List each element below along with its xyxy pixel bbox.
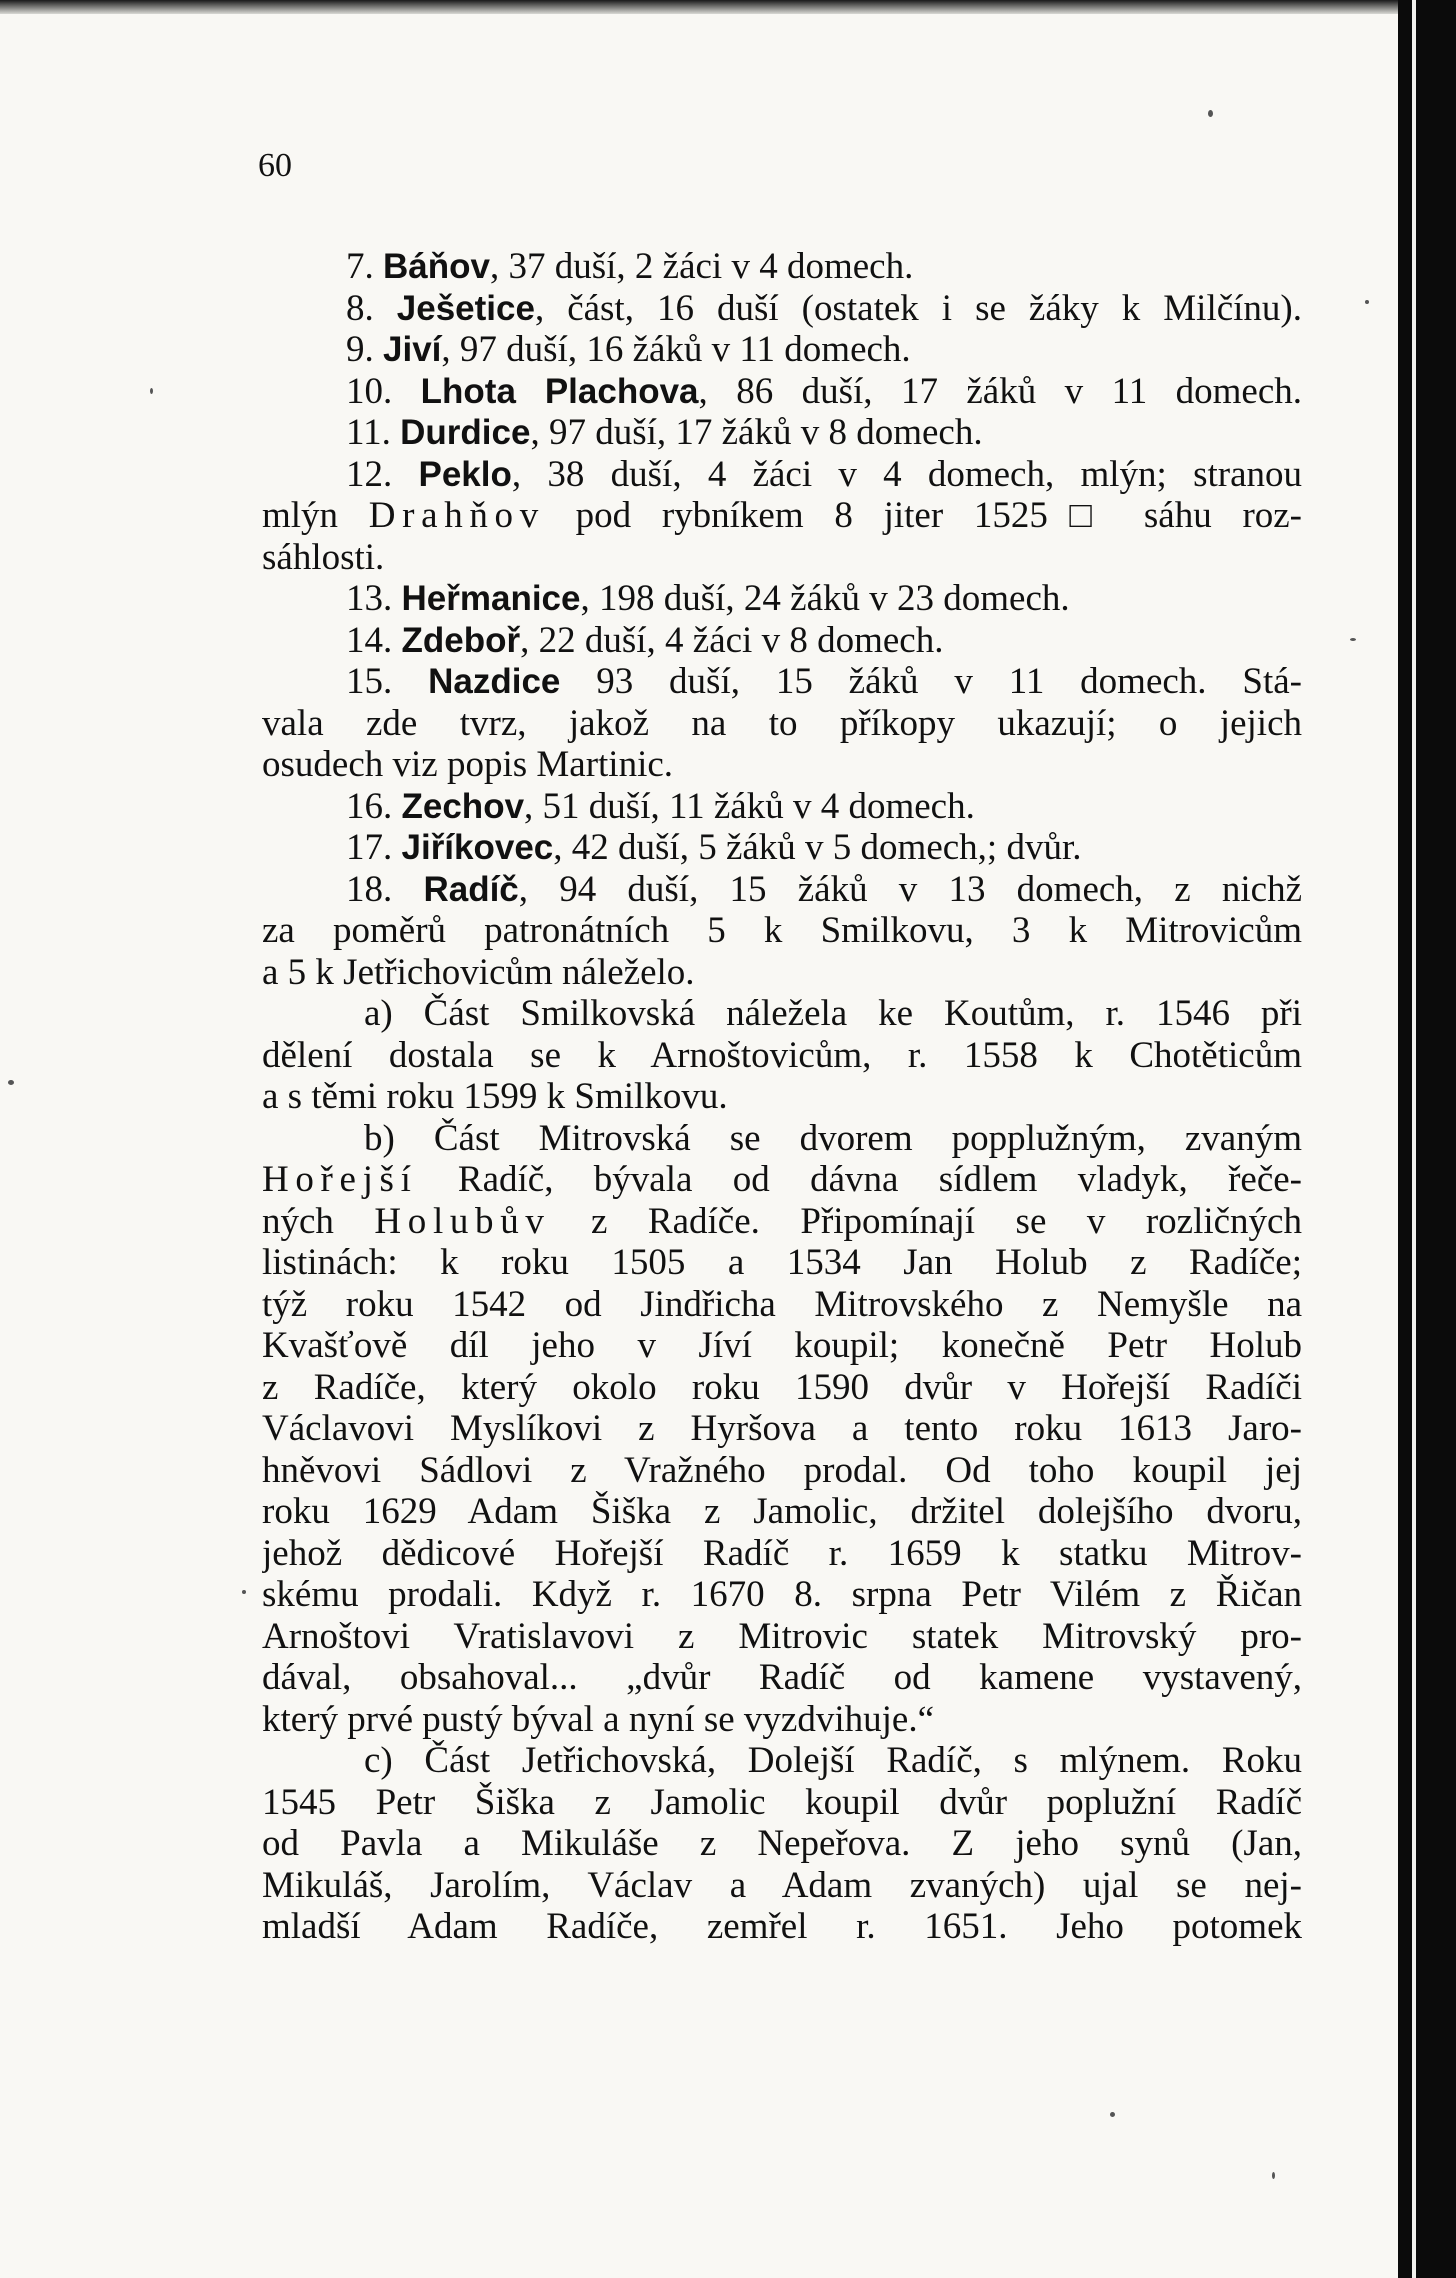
scan-speck [150, 388, 153, 394]
spaced-name: Drahňov [368, 495, 545, 536]
text-line: týž roku 1542 od Jindřicha Mitrovského z Nemyšle na [262, 1283, 1302, 1325]
text-line: dělení dostala se k Arnoštovicům, r. 1558 k Chotěticům [262, 1034, 1302, 1076]
text-line: sáhlosti. [262, 536, 385, 578]
text-line: 11. Durdice, 97 duší, 17 žáků v 8 domech. [346, 412, 983, 453]
place-name: Heřmanice [401, 579, 581, 618]
text-line: Kvašťově díl jeho v Jíví koupil; konečně Petr Holub [262, 1325, 1302, 1366]
scan-speck [242, 1590, 246, 1594]
place-name: Durdice [400, 413, 531, 452]
text-line: 7. Báňov, 37 duší, 2 žáci v 4 domech. [346, 246, 914, 287]
scan-speck [8, 1080, 14, 1085]
text-line: za poměrů patronátních 5 k Smilkovu, 3 k Mitrovicům [262, 910, 1302, 951]
text-line: osudech viz popis Martinic. [262, 744, 674, 785]
place-name: Radíč [423, 869, 519, 909]
text-line: 13. Heřmanice, 198 duší, 24 žáků v 23 domech. [346, 578, 1070, 619]
text-line: 15. Nazdice 93 duší, 15 žáků v 11 domech. Stá- [346, 661, 1302, 702]
spaced-name: Hořejší [262, 1159, 418, 1200]
scan-speck [1365, 300, 1369, 304]
text-line: Hořejší Radíč, bývala od dávna sídlem vladyk, řeče- [262, 1159, 1302, 1200]
text-line: od Pavla a Mikuláše z Nepeřova. Z jeho synů (Jan, [262, 1823, 1302, 1864]
text-line: jehož dědicové Hořejší Radíč r. 1659 k statku Mitrov- [262, 1532, 1302, 1574]
text-line: mlýn Drahňov pod rybníkem 8 jiter 1525□ sáhu roz- [262, 495, 1302, 536]
text-line: skému prodali. Když r. 1670 8. srpna Petr Vilém z Řičan [262, 1574, 1302, 1615]
scan-speck [1350, 638, 1356, 641]
text-line: 18. Radíč, 94 duší, 15 žáků v 13 domech, z nichž [346, 868, 1302, 910]
place-name: Jiví [383, 330, 442, 369]
text-line: vala zde tvrz, jakož na to příkopy ukazují; o jejich [262, 702, 1302, 744]
spaced-name: Holubův [374, 1200, 551, 1242]
text-line: a) Část Smilkovská náležela ke Koutům, r. 1546 při [364, 993, 1302, 1034]
scan-speck [1272, 2172, 1275, 2179]
text-line: Václavovi Myslíkovi z Hyršova a tento roku 1613 Jaro- [262, 1408, 1302, 1449]
text-line: dával, obsahoval... „dvůr Radíč od kamene vystavený, [262, 1657, 1302, 1698]
place-name: Báňov [383, 247, 490, 286]
text-line: 8. Ješetice, část, 16 duší (ostatek i se žáky k Milčínu). [346, 287, 1302, 329]
page-number: 60 [258, 147, 292, 184]
text-line: a s těmi roku 1599 k Smilkovu. [262, 1076, 728, 1117]
place-name: Zechov [401, 786, 525, 826]
text-line: Arnoštovi Vratislavovi z Mitrovic statek Mitrovský pro- [262, 1615, 1302, 1657]
text-line: 12. Peklo, 38 duší, 4 žáci v 4 domech, mlýn; stranou [346, 453, 1302, 495]
text-line: který prvé pustý býval a nyní se vyzdvihuje.“ [262, 1698, 934, 1740]
text-line: a 5 k Jetřichovicům náleželo. [262, 951, 695, 993]
scan-speck [1208, 110, 1213, 117]
text-line: 10. Lhota Plachova, 86 duší, 17 žáků v 11 domech. [346, 370, 1302, 412]
text-line: roku 1629 Adam Šiška z Jamolic, držitel dolejšího dvoru, [262, 1491, 1302, 1532]
place-name: Jiříkovec [401, 828, 554, 867]
place-name: Zdeboř [401, 620, 521, 660]
text-line: 9. Jiví, 97 duší, 16 žáků v 11 domech. [346, 329, 911, 370]
place-name: Nazdice [428, 662, 561, 701]
text-line: 14. Zdeboř, 22 duší, 4 žáci v 8 domech. [346, 619, 944, 661]
text-line: c) Část Jetřichovská, Dolejší Radíč, s mlýnem. Roku [364, 1740, 1302, 1781]
place-name: Peklo [418, 454, 512, 494]
scan-speck [1110, 2112, 1115, 2117]
text-line: z Radíče, který okolo roku 1590 dvůr v Hořejší Radíči [262, 1366, 1302, 1408]
text-line: Mikuláš, Jarolím, Václav a Adam zvaných) ujal se nej- [262, 1864, 1302, 1906]
text-line: 1545 Petr Šiška z Jamolic koupil dvůr poplužní Radíč [262, 1781, 1302, 1823]
body-text [262, 246, 1302, 1948]
text-line: 17. Jiříkovec, 42 duší, 5 žáků v 5 domech,; dvůr. [346, 827, 1082, 868]
adjacent-page-edge [1412, 0, 1416, 2278]
scan-right-margin [1398, 0, 1456, 2278]
text-line: 16. Zechov, 51 duší, 11 žáků v 4 domech. [346, 785, 975, 827]
text-line: listinách: k roku 1505 a 1534 Jan Holub z Radíče; [262, 1242, 1302, 1283]
place-name: Ješetice [396, 288, 535, 328]
text-line: ných Holubův z Radíče. Připomínají se v rozličných [262, 1200, 1302, 1242]
place-name: Lhota Plachova [420, 371, 699, 411]
text-line: mladší Adam Radíče, zemřel r. 1651. Jeho potomek [262, 1906, 1302, 1947]
text-line: hněvovi Sádlovi z Vražného prodal. Od toho koupil jej [262, 1449, 1302, 1491]
text-line: b) Část Mitrovská se dvorem popplužným, zvaným [364, 1117, 1302, 1159]
scan-top-edge [0, 0, 1398, 14]
